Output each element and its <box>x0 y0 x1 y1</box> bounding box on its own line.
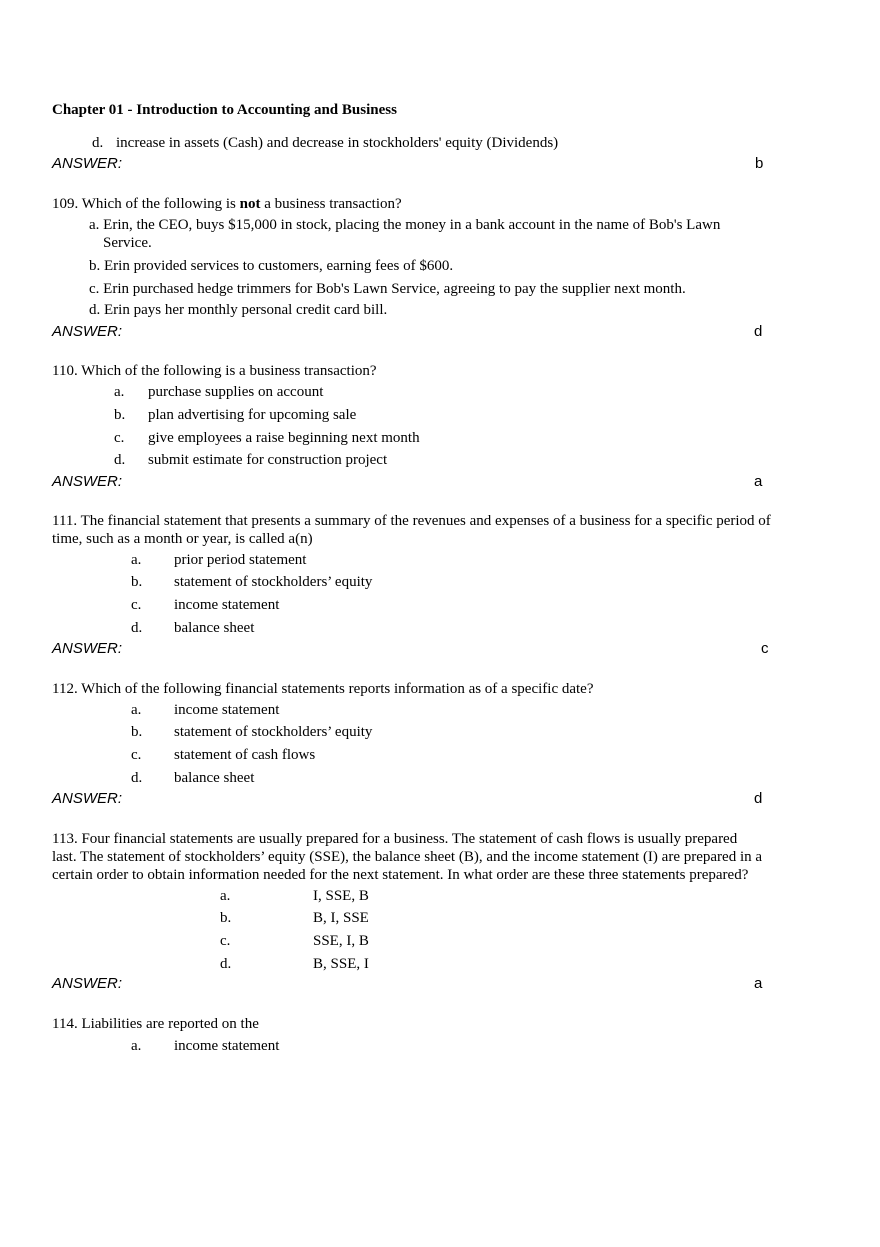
option-text: balance sheet <box>174 770 255 786</box>
option-letter: a. <box>114 384 125 400</box>
option-text: purchase supplies on account <box>148 384 324 400</box>
option-text: submit estimate for construction project <box>148 452 388 468</box>
option-text: income statement <box>174 597 280 613</box>
chapter-title: Chapter 01 - Introduction to Accounting and Business <box>52 102 397 118</box>
option-text: income statement <box>174 702 280 718</box>
option-d: d. Erin pays her monthly personal credit card bill. <box>89 302 388 318</box>
question-112-stem: 112. Which of the following financial statements reports information as of a specific date? <box>52 681 594 697</box>
question-110-stem: 110. Which of the following is a business transaction? <box>52 363 377 379</box>
question-113-stem-cont: last. The statement of stockholders’ equity (SSE), the balance sheet (B), and the income statement (I) are prepared in a <box>52 849 763 865</box>
option-letter: a. <box>220 888 231 904</box>
option-letter: b. <box>131 574 143 590</box>
answer-value: a <box>754 473 763 490</box>
option-text: plan advertising for upcoming sale <box>148 407 357 423</box>
question-111-stem-cont: time, such as a month or year, is called a(n) <box>52 531 313 547</box>
option-letter: d. <box>131 620 143 636</box>
option-letter: d. <box>220 956 232 972</box>
option-letter: a. <box>131 702 142 718</box>
option-text: B, I, SSE <box>313 910 369 926</box>
option-text: statement of cash flows <box>174 747 316 763</box>
option-letter: c. <box>114 430 125 446</box>
option-text: statement of stockholders’ equity <box>174 724 373 740</box>
answer-label: ANSWER: <box>52 975 123 992</box>
option-letter: b. <box>114 407 126 423</box>
option-letter: d. <box>92 135 104 151</box>
option-text: give employees a raise beginning next month <box>148 430 420 446</box>
option-letter: a. <box>131 1038 142 1054</box>
question-113-stem: 113. Four financial statements are usually prepared for a business. The statement of cash flows is usually prepared <box>52 831 738 847</box>
option-letter: d. <box>114 452 126 468</box>
answer-label: ANSWER: <box>52 155 123 172</box>
option-text: balance sheet <box>174 620 255 636</box>
stem-emphasis: not <box>239 196 261 212</box>
option-text: increase in assets (Cash) and decrease in stockholders' equity (Dividends) <box>116 135 559 151</box>
option-text: I, SSE, B <box>313 888 369 904</box>
option-c: c. Erin purchased hedge trimmers for Bob's Lawn Service, agreeing to pay the supplier next month. <box>89 281 686 297</box>
option-letter: b. <box>131 724 143 740</box>
option-text: statement of stockholders’ equity <box>174 574 373 590</box>
answer-label: ANSWER: <box>52 473 123 490</box>
question-114-stem: 114. Liabilities are reported on the <box>52 1016 259 1032</box>
option-letter: c. <box>131 597 142 613</box>
stem-text: 109. Which of the following is <box>52 196 240 212</box>
option-text: prior period statement <box>174 552 307 568</box>
answer-value: b <box>755 155 764 172</box>
option-letter: c. <box>131 747 142 763</box>
option-letter: c. <box>220 933 231 949</box>
answer-label: ANSWER: <box>52 323 123 340</box>
option-letter: b. <box>220 910 232 926</box>
option-a-continued: Service. <box>103 235 152 251</box>
option-text: income statement <box>174 1038 280 1054</box>
option-b: b. Erin provided services to customers, earning fees of $600. <box>89 258 454 274</box>
question-111-stem: 111. The financial statement that presents a summary of the revenues and expenses of a business for a specific period of <box>52 513 771 529</box>
answer-value: d <box>754 323 763 340</box>
answer-value: d <box>754 790 763 807</box>
answer-value: a <box>754 975 763 992</box>
answer-value: c <box>761 640 769 657</box>
answer-label: ANSWER: <box>52 640 123 657</box>
option-a: a. Erin, the CEO, buys $15,000 in stock, placing the money in a bank account in the name of Bob's Lawn <box>89 217 721 233</box>
option-letter: a. <box>131 552 142 568</box>
question-113-stem-cont: certain order to obtain information needed for the next statement. In what order are these three statements prepared? <box>52 867 749 883</box>
answer-label: ANSWER: <box>52 790 123 807</box>
option-letter: d. <box>131 770 143 786</box>
question-109-stem <box>52 195 402 213</box>
option-text: B, SSE, I <box>313 956 369 972</box>
option-text: SSE, I, B <box>313 933 369 949</box>
stem-text: a business transaction? <box>260 196 402 212</box>
